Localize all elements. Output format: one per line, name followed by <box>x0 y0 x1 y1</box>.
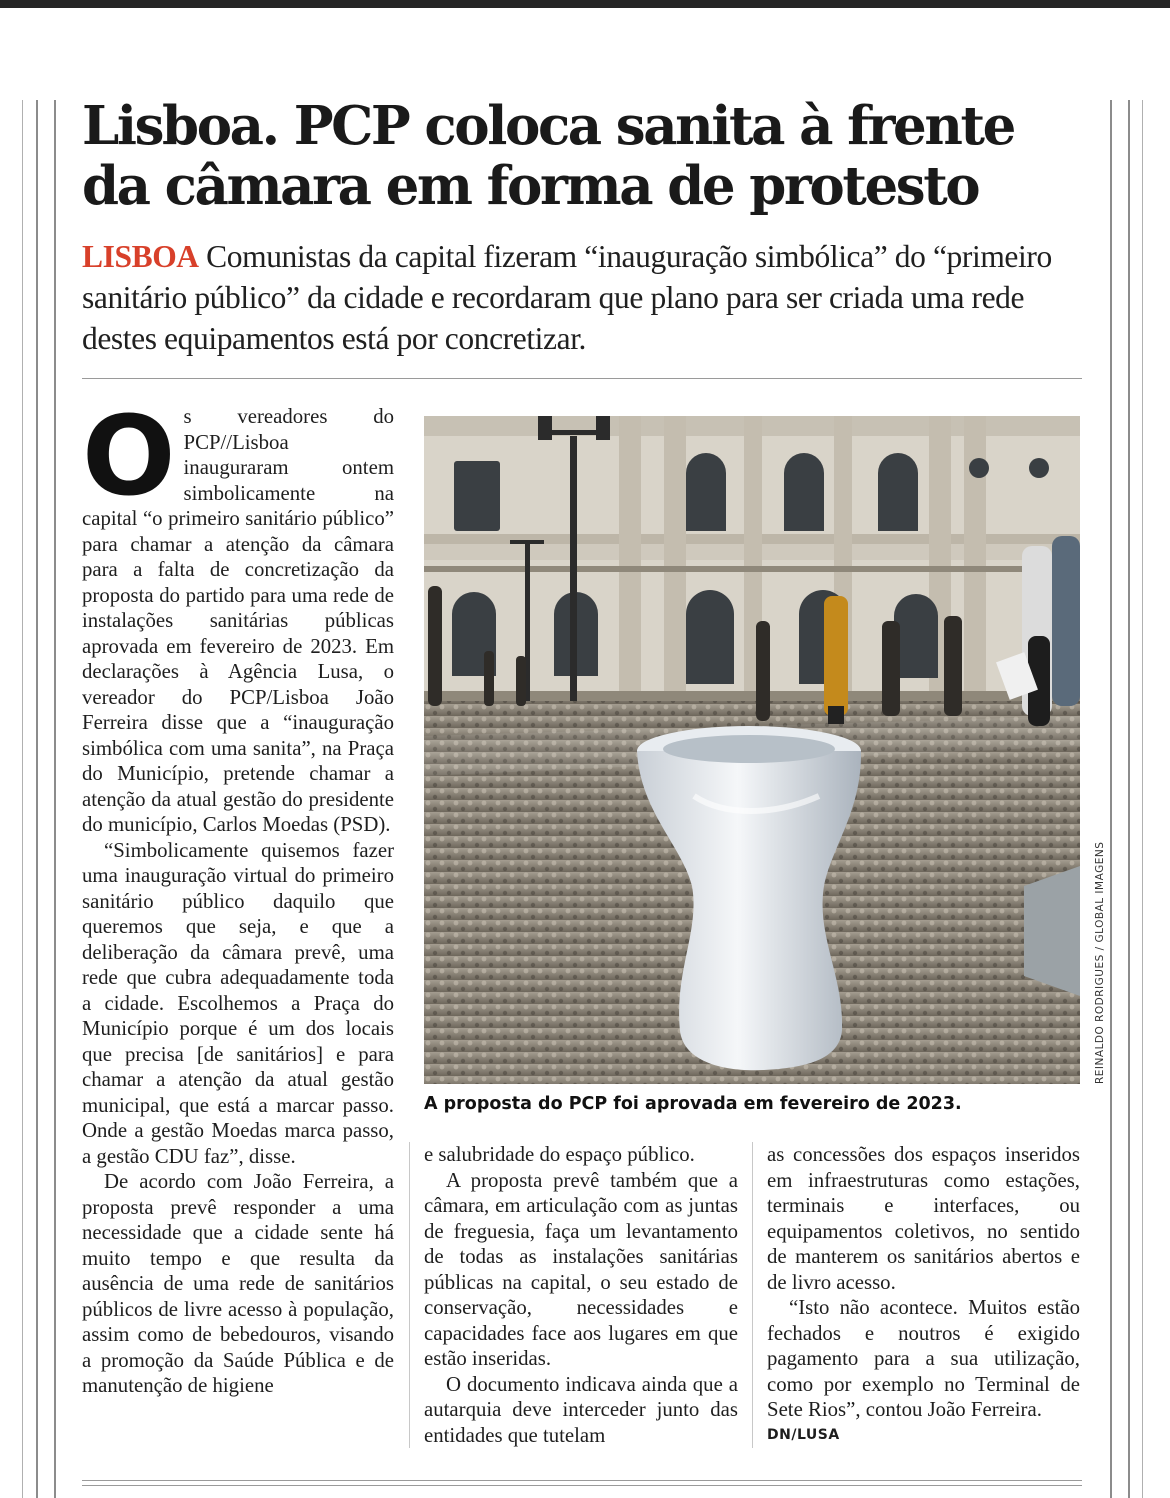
left-border-line <box>54 100 56 1498</box>
column-3 <box>767 1142 1080 1448</box>
paragraph: e salubridade do espaço público. <box>424 1143 695 1166</box>
paragraph: A proposta prevê também que a câmara, em articulação com as juntas de freguesia, faça um levantamento de todas as instalações sanitárias públicas na capital, o seu estado de conservação, necessidades e capacidades face aos lugares em que estão inseridas. <box>424 1168 738 1370</box>
paragraph: as concessões dos espaços inseridos em infraestruturas como estações, terminais e interfaces, ou equipamentos coletivos, no sentido de manterem os sanitários abertos e de livro acesso. <box>767 1143 1080 1294</box>
right-border-line <box>1110 100 1112 1498</box>
column-1 <box>82 404 394 1450</box>
left-border-line <box>36 100 38 1498</box>
paragraph: s vereadores do PCP//Lisboa inauguraram ontem simbolicamente na capital “o primeiro sanitário público” para chamar a atenção da câmara para a falta de concretização da proposta do partido para uma rede de instalações sanitárias públicas aprovada em fevereiro de 2023. Em declarações à Agência Lusa, o vereador do PCP/Lisboa João Ferreira disse que a “inauguração simbólica com uma sanita”, na Praça do Município, pretende chamar a atenção da atual gestão do presidente do município, Carlos Moedas (PSD). <box>82 405 394 836</box>
column-divider <box>409 1142 410 1448</box>
kicker: LISBOA <box>82 239 199 274</box>
signature: DN/LUSA <box>767 1426 840 1443</box>
column-2 <box>424 1142 738 1448</box>
paragraph: “Simbolicamente quisemos fazer uma inauguração virtual do primeiro sanitário público daquilo que queremos que seja, e que a deliberação da câmara prevê, uma rede que cubra adequadamente toda a cidade. Escolhemos a Praça do Município porque é um dos locais que precisa [de sanitários] e para chamar a atenção da atual gestão municipal, que está a marcar passo. Onde a gestão Moedas marca passo, a gestão CDU faz”, disse. <box>82 838 394 1168</box>
headline: Lisboa. PCP coloca sanita à frente da câmara em forma de protesto <box>82 95 1014 217</box>
news-photo <box>424 416 1080 1084</box>
footer-rule <box>82 1480 1082 1481</box>
header-rule <box>82 378 1082 379</box>
paragraph: “Isto não acontece. Muitos estão fechados e noutros é exigido pagamento para a sua utilização, como por exemplo no Terminal de Sete Rios”, contou João Ferreira. <box>767 1296 1080 1421</box>
right-border-line <box>1142 100 1143 1498</box>
dropcap: O <box>82 404 176 520</box>
top-bar <box>0 0 1170 8</box>
photo-illustration <box>424 416 1080 1084</box>
column-divider <box>752 1142 753 1448</box>
photo-caption: A proposta do PCP foi aprovada em fevereiro de 2023. <box>424 1094 962 1114</box>
deck-text: Comunistas da capital fizeram “inauguração simbólica” do “primeiro sanitário público” da cidade e recordaram que plano para ser criada uma rede destes equipamentos está por concretizar. <box>82 239 1052 356</box>
paragraph: De acordo com João Ferreira, a proposta prevê responder a uma necessidade que a cidade sente há muito tempo e que resulta da ausência de uma rede de sanitários públicos de livre acesso à população, assim como de bebedouros, visando a promoção da Saúde Pública e de manutenção de higiene <box>82 1170 394 1397</box>
photo-credit: REINALDO RODRIGUES / GLOBAL IMAGENS <box>1094 841 1106 1084</box>
paragraph: O documento indicava ainda que a autarquia deve interceder junto das entidades que tutelam <box>424 1372 738 1447</box>
deck <box>82 236 1082 359</box>
right-border-line <box>1128 100 1130 1498</box>
footer-rule <box>82 1485 1082 1486</box>
left-border-line <box>22 100 23 1498</box>
